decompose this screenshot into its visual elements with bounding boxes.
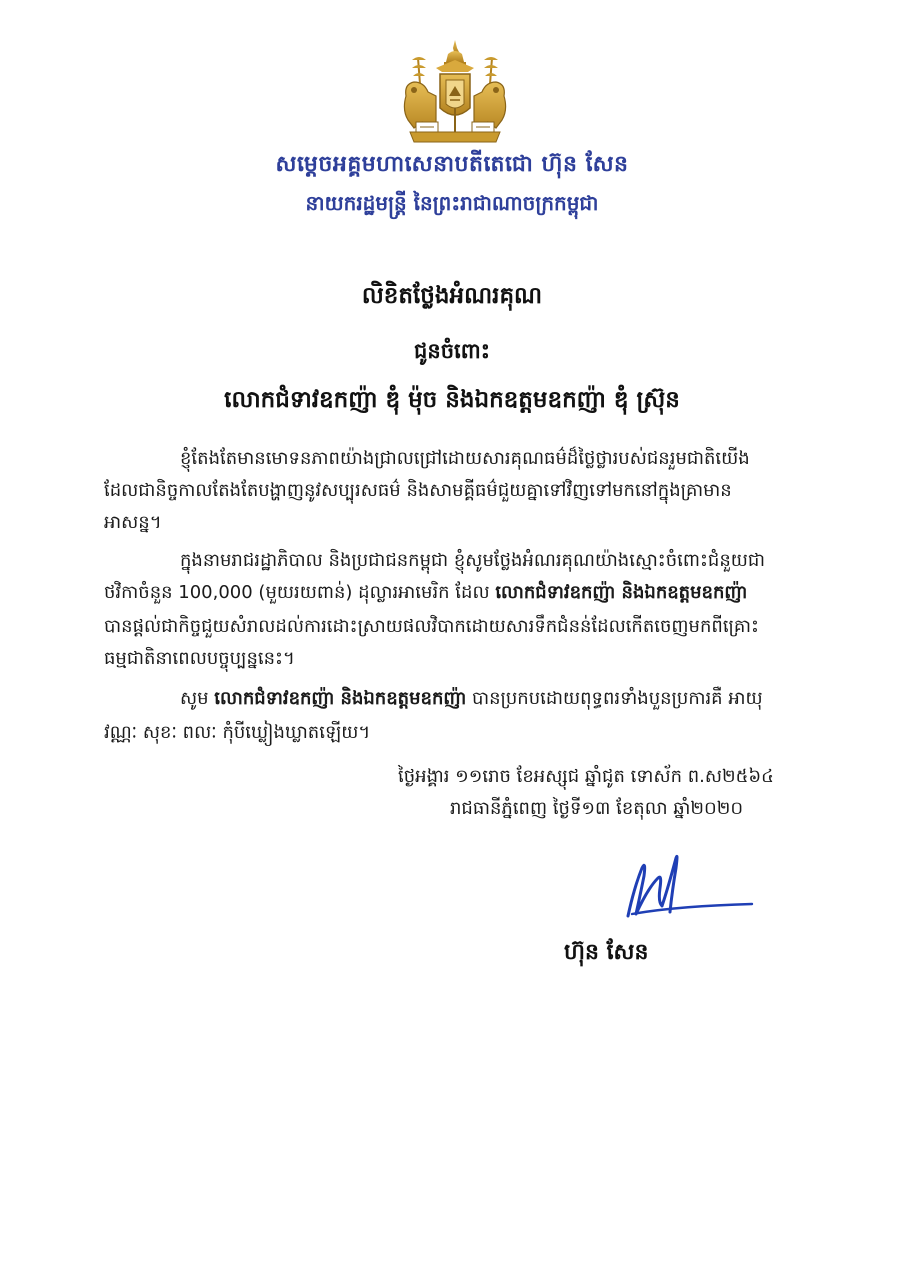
paragraph2-line3: បានផ្តល់ជាកិច្ចជួយសំរាលដល់ការដោះស្រាយផលវិបាកដោយសារទឹកជំនន់ដែលកើតចេញមកពីគ្រោះ	[104, 616, 759, 637]
to-label: ជូនចំពោះ	[414, 339, 490, 363]
paragraph3-line1-donors: លោកជំទាវឧកញ៉ា និងឯកឧត្តមឧកញ៉ា	[214, 688, 467, 709]
sender-name: សម្តេចអគ្គមហាសេនាបតីតេជោ ហ៊ុន សែន	[275, 152, 629, 177]
paragraph2-line2	[104, 580, 747, 607]
date-solar: រាជធានីភ្នំពេញ ថ្ងៃទី១៣ ខែតុលា ឆ្នាំ២០២០	[450, 798, 744, 819]
paragraph2-line4: ធម្មជាតិនាពេលបច្ចុប្បន្ននេះ។	[104, 648, 295, 669]
recipients: លោកជំទាវឧកញ៉ា ឌុំ ម៉ុច និងឯកឧត្តមឧកញ៉ា ឌុំ ស្រ៊ុន	[224, 387, 680, 413]
paragraph3-line1	[180, 686, 763, 713]
letter-title: លិខិតថ្លែងអំណរគុណ	[361, 283, 543, 309]
paragraph2-line2-text: ថវិកាចំនួន 100,000 (មួយរយពាន់) ដុល្លារអាមេរិក ដែល	[104, 582, 496, 603]
date-lunar: ថ្ងៃអង្គារ ១១រោច ខែអស្សុជ ឆ្នាំជូត ទោស័ក ព.ស២៥៦៤	[398, 766, 774, 787]
paragraph3-line1-c: បានប្រកបដោយពុទ្ធពរទាំងបួនប្រការគឺ អាយុ	[466, 688, 763, 709]
sender-title: នាយករដ្ឋមន្ត្រី នៃព្រះរាជាណាចក្រកម្ពុជា	[305, 191, 599, 215]
royal-arms-emblem-icon	[396, 38, 514, 146]
handwritten-signature-icon	[618, 848, 758, 924]
paragraph1-line1: ខ្ញុំតែងតែមានមោទនភាពយ៉ាងជ្រាលជ្រៅដោយសារគុណធម៌ដ៏ថ្លៃថ្លារបស់ជនរួមជាតិយើង	[180, 448, 750, 469]
paragraph2-line2-donors: លោកជំទាវឧកញ៉ា និងឯកឧត្តមឧកញ៉ា	[495, 582, 748, 603]
paragraph2-line1: ក្នុងនាមរាជរដ្ឋាភិបាល និងប្រជាជនកម្ពុជា ខ្ញុំសូមថ្លែងអំណរគុណយ៉ាងស្មោះចំពោះជំនួយជា	[180, 550, 766, 571]
signer-name: ហ៊ុន សែន	[564, 940, 649, 965]
paragraph3-line2: វណ្ណៈ សុខៈ ពលៈ កុំបីឃ្លៀងឃ្លាតឡើយ។	[104, 722, 371, 743]
paragraph3-line1-a: សូម	[180, 688, 215, 709]
paragraph1-line2: ដែលជានិច្ចកាលតែងតែបង្ហាញនូវសប្បុរសធម៌ និងសាមគ្គីធម៌ជួយគ្នាទៅវិញទៅមកនៅក្នុងគ្រាមាន	[104, 480, 732, 501]
paragraph1-line3: អាសន្ន។	[104, 512, 162, 533]
